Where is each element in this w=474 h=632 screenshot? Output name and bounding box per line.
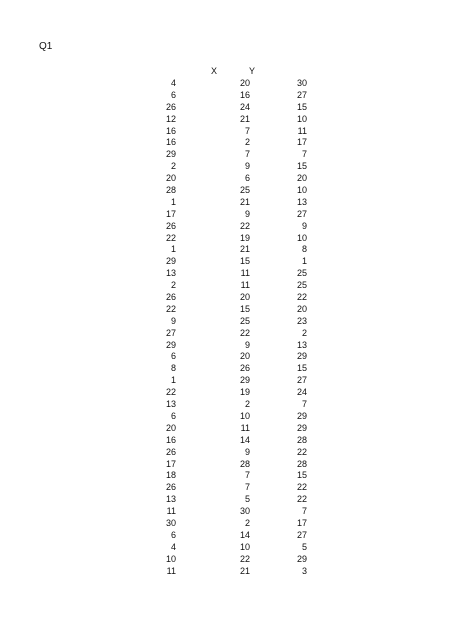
table-cell: 7 <box>244 149 250 160</box>
table-cell: 21 <box>239 565 250 576</box>
table-cell: 1 <box>170 196 176 207</box>
table-cell: 11 <box>240 280 250 291</box>
table-cell: 17 <box>165 458 176 469</box>
table-cell: 29 <box>296 410 307 421</box>
table-cell: 24 <box>239 101 250 112</box>
table-row <box>0 518 474 530</box>
table-cell: 29 <box>296 351 307 362</box>
table-row <box>0 459 474 471</box>
table-cell: 8 <box>301 244 307 255</box>
table-cell: 10 <box>296 232 307 243</box>
table-cell: 26 <box>239 363 250 374</box>
table-cell: 7 <box>244 125 250 136</box>
table-row <box>0 256 474 268</box>
table-cell: 7 <box>301 399 307 410</box>
table-cell: 22 <box>165 387 176 398</box>
table-row <box>0 387 474 399</box>
table-cell: 27 <box>296 89 307 100</box>
table-row <box>0 554 474 566</box>
table-cell: 20 <box>239 351 250 362</box>
table-cell: 1 <box>170 244 176 255</box>
table-row <box>0 340 474 352</box>
table-cell: 9 <box>244 208 250 219</box>
table-row <box>0 185 474 197</box>
table-row <box>0 304 474 316</box>
table-cell: 16 <box>165 137 176 148</box>
table-cell: 11 <box>240 268 250 279</box>
table-cell: 1 <box>301 256 307 267</box>
table-cell: 13 <box>296 339 307 350</box>
table-row <box>0 78 474 90</box>
table-cell: 25 <box>296 268 307 279</box>
table-cell: 7 <box>244 482 250 493</box>
table-cell: 20 <box>165 173 176 184</box>
table-cell: 23 <box>296 315 307 326</box>
table-row <box>0 173 474 185</box>
table-cell: 9 <box>244 446 250 457</box>
table-row <box>0 161 474 173</box>
table-cell: 16 <box>165 434 176 445</box>
table-row <box>0 375 474 387</box>
table-cell: 19 <box>239 387 250 398</box>
table-cell: 18 <box>165 470 176 481</box>
table-cell: 22 <box>239 327 250 338</box>
table-cell: 16 <box>239 89 250 100</box>
table-cell: 26 <box>165 482 176 493</box>
table-cell: 10 <box>239 541 250 552</box>
column-header-y: Y <box>249 66 256 76</box>
table-row <box>0 90 474 102</box>
table-row <box>0 292 474 304</box>
table-cell: 7 <box>301 506 307 517</box>
table-row <box>0 233 474 245</box>
table-cell: 22 <box>296 446 307 457</box>
table-cell: 21 <box>239 196 250 207</box>
table-cell: 27 <box>165 327 176 338</box>
table-cell: 9 <box>244 161 250 172</box>
table-cell: 14 <box>239 529 250 540</box>
table-cell: 6 <box>170 351 176 362</box>
sheet-title: Q1 <box>39 41 53 52</box>
table-cell: 22 <box>296 482 307 493</box>
table-cell: 2 <box>244 399 250 410</box>
table-row <box>0 482 474 494</box>
table-cell: 15 <box>296 470 307 481</box>
table-cell: 1 <box>170 375 176 386</box>
table-cell: 30 <box>239 506 250 517</box>
table-cell: 2 <box>301 327 307 338</box>
table-cell: 25 <box>296 280 307 291</box>
table-row <box>0 470 474 482</box>
table-cell: 10 <box>296 113 307 124</box>
table-cell: 29 <box>296 553 307 564</box>
table-cell: 29 <box>239 375 250 386</box>
table-cell: 11 <box>297 125 307 136</box>
table-cell: 30 <box>296 78 307 88</box>
table-cell: 22 <box>239 220 250 231</box>
table-cell: 9 <box>170 315 176 326</box>
table-row <box>0 506 474 518</box>
table-cell: 26 <box>165 446 176 457</box>
table-row <box>0 423 474 435</box>
table-cell: 3 <box>301 565 307 576</box>
table-row <box>0 399 474 411</box>
table-cell: 21 <box>239 113 250 124</box>
table-cell: 6 <box>244 173 250 184</box>
table-cell: 22 <box>239 553 250 564</box>
table-cell: 26 <box>165 101 176 112</box>
table-cell: 17 <box>296 517 307 528</box>
table-row <box>0 351 474 363</box>
table-row <box>0 209 474 221</box>
table-cell: 27 <box>296 529 307 540</box>
table-row <box>0 435 474 447</box>
table-cell: 28 <box>296 434 307 445</box>
table-cell: 10 <box>296 185 307 196</box>
table-row <box>0 137 474 149</box>
table-cell: 11 <box>166 506 176 517</box>
table-cell: 4 <box>170 78 176 88</box>
table-row <box>0 280 474 292</box>
table-cell: 25 <box>239 185 250 196</box>
table-row <box>0 566 474 578</box>
table-cell: 13 <box>165 399 176 410</box>
table-row <box>0 197 474 209</box>
table-row <box>0 114 474 126</box>
table-cell: 26 <box>165 220 176 231</box>
table-cell: 5 <box>244 494 250 505</box>
table-cell: 15 <box>296 101 307 112</box>
table-cell: 6 <box>170 89 176 100</box>
table-cell: 13 <box>165 494 176 505</box>
table-cell: 20 <box>296 173 307 184</box>
table-cell: 15 <box>239 256 250 267</box>
table-cell: 22 <box>296 494 307 505</box>
table-cell: 9 <box>301 220 307 231</box>
table-row <box>0 542 474 554</box>
table-cell: 26 <box>165 292 176 303</box>
table-row <box>0 149 474 161</box>
table-row <box>0 316 474 328</box>
table-cell: 28 <box>296 458 307 469</box>
table-row <box>0 530 474 542</box>
table-cell: 12 <box>165 113 176 124</box>
table-cell: 29 <box>296 422 307 433</box>
table-cell: 20 <box>239 78 250 88</box>
table-row <box>0 221 474 233</box>
table-cell: 5 <box>301 541 307 552</box>
table-cell: 22 <box>296 292 307 303</box>
table-cell: 17 <box>165 208 176 219</box>
table-cell: 27 <box>296 208 307 219</box>
table-cell: 15 <box>296 161 307 172</box>
table-cell: 30 <box>165 517 176 528</box>
table-cell: 7 <box>244 470 250 481</box>
data-table <box>0 78 474 577</box>
table-cell: 22 <box>165 232 176 243</box>
table-cell: 29 <box>165 149 176 160</box>
column-header-x: X <box>211 66 218 76</box>
table-cell: 20 <box>165 422 176 433</box>
table-cell: 2 <box>244 517 250 528</box>
table-cell: 2 <box>170 161 176 172</box>
table-row <box>0 102 474 114</box>
table-cell: 29 <box>165 339 176 350</box>
table-cell: 2 <box>244 137 250 148</box>
table-cell: 29 <box>165 256 176 267</box>
table-cell: 7 <box>301 149 307 160</box>
table-cell: 22 <box>165 303 176 314</box>
table-cell: 19 <box>239 232 250 243</box>
table-cell: 13 <box>296 196 307 207</box>
table-cell: 25 <box>239 315 250 326</box>
table-cell: 11 <box>166 565 176 576</box>
table-cell: 6 <box>170 410 176 421</box>
table-cell: 17 <box>296 137 307 148</box>
table-row <box>0 244 474 256</box>
table-cell: 28 <box>239 458 250 469</box>
table-cell: 21 <box>239 244 250 255</box>
table-cell: 24 <box>296 387 307 398</box>
table-cell: 15 <box>239 303 250 314</box>
table-cell: 15 <box>296 363 307 374</box>
table-row <box>0 363 474 375</box>
table-cell: 4 <box>170 541 176 552</box>
table-row <box>0 447 474 459</box>
table-cell: 27 <box>296 375 307 386</box>
table-cell: 28 <box>165 185 176 196</box>
table-row <box>0 494 474 506</box>
table-cell: 9 <box>244 339 250 350</box>
table-cell: 20 <box>239 292 250 303</box>
table-row <box>0 268 474 280</box>
table-cell: 20 <box>296 303 307 314</box>
table-cell: 16 <box>165 125 176 136</box>
table-cell: 8 <box>170 363 176 374</box>
table-row <box>0 126 474 138</box>
table-row <box>0 328 474 340</box>
table-cell: 10 <box>239 410 250 421</box>
table-cell: 10 <box>165 553 176 564</box>
table-cell: 11 <box>240 422 250 433</box>
table-cell: 6 <box>170 529 176 540</box>
table-cell: 2 <box>170 280 176 291</box>
table-cell: 13 <box>165 268 176 279</box>
table-row <box>0 411 474 423</box>
table-cell: 14 <box>239 434 250 445</box>
